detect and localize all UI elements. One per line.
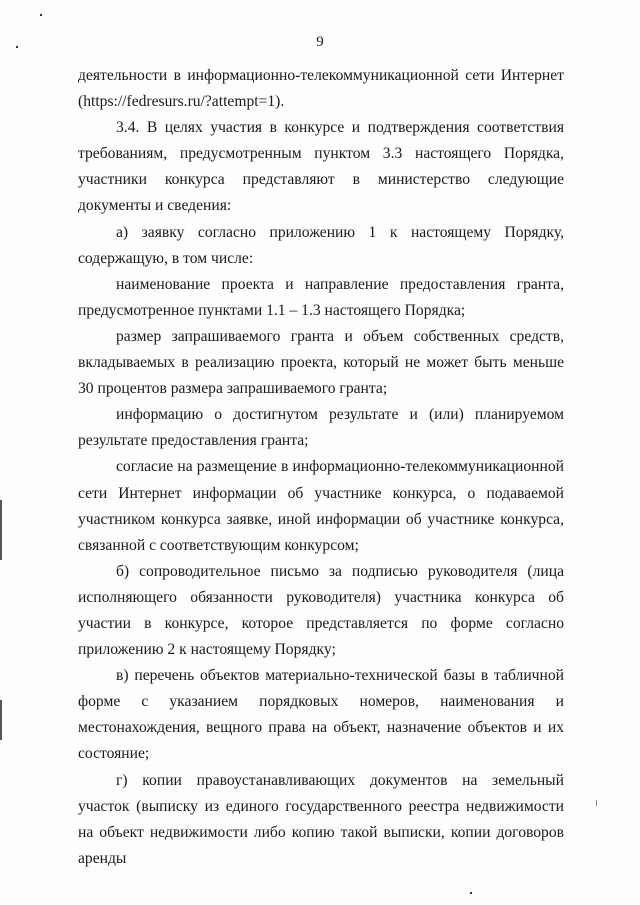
paragraph-3-4: 3.4. В целях участия в конкурсе и подтверждения соответствия требованиям, предусмотренным пунктом 3.3 настоящего Порядка, участники конкурса представляют в министерство следующие документы и сведения: (78, 119, 564, 215)
page-number: 9 (316, 34, 324, 50)
scan-speck (470, 892, 472, 894)
scan-edge-line (0, 700, 2, 740)
scan-edge-line (0, 500, 2, 560)
scan-speck (16, 46, 18, 48)
paragraph-grant-size: размер запрашиваемого гранта и объем собственных средств, вкладываемых в реализацию проекта, который не может быть меньше 30 процентов размера запрашиваемого гранта; (78, 327, 564, 398)
paragraph-continuation: деятельности в информационно-телекоммуникационной сети Интернет (https://fedresurs.ru/?attempt=1). (78, 67, 564, 111)
paragraph-item-v: в) перечень объектов материально-технической базы в табличной форме с указанием порядковых номеров, наименования и местонахождения, вещного права на объект, назначение объектов и их состояние; (78, 667, 564, 763)
document-body (78, 63, 564, 872)
paragraph-consent: согласие на размещение в информационно-телекоммуникационной сети Интернет информации об участнике конкурса, о подаваемой участником конкурса заявке, иной информации об участнике конкурса, связанной с соответствующим конкурсом; (78, 458, 564, 554)
paragraph-item-g: г) копии правоустанавливающих документов на земельный участок (выписку из единого государственного реестра недвижимости на объект недвижимости либо копию такой выписки, копии договоров аренды (78, 771, 564, 867)
paragraph-item-b: б) сопроводительное письмо за подписью руководителя (лица исполняющего обязанности руководителя) участника конкурса об участии в конкурсе, которое представляется по форме согласно приложению 2 к настоящему Порядку; (78, 562, 564, 659)
scan-speck (40, 14, 42, 16)
scan-speck (596, 800, 597, 806)
paragraph-project-name: наименование проекта и направление предоставления гранта, предусмотренное пунктами 1.1 – 1.3 настоящего Порядка; (78, 275, 564, 319)
paragraph-result-info: информацию о достигнутом результате и (или) планируемом результате предоставления гранта; (78, 406, 564, 450)
paragraph-item-a: а) заявку согласно приложению 1 к настоящему Порядку, содержащую, в том числе: (78, 223, 564, 267)
